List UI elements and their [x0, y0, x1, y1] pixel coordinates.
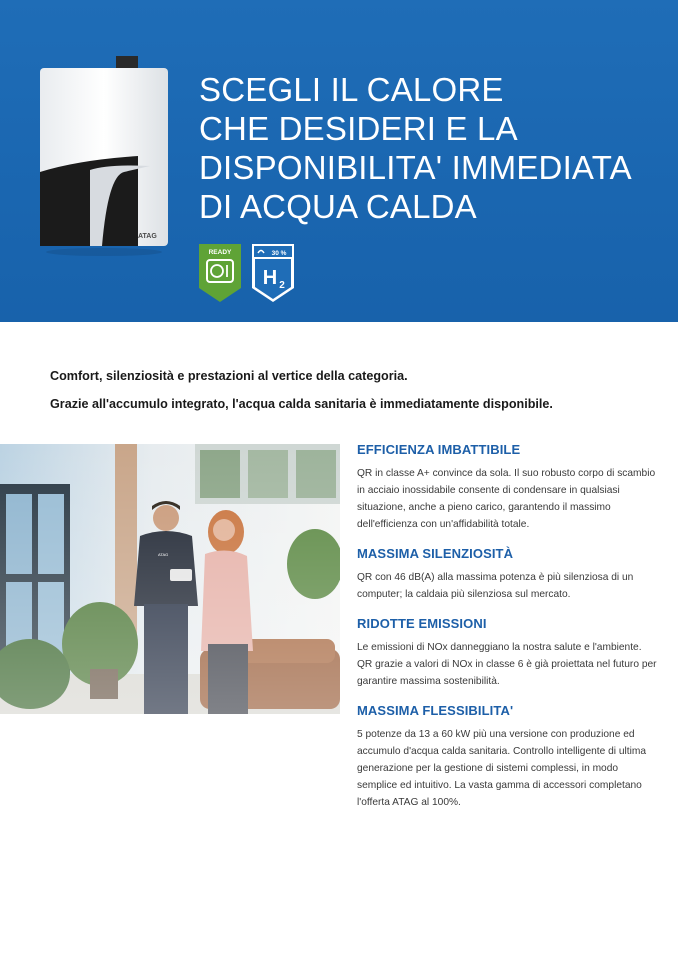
feature-text: 5 potenze da 13 a 60 kW più una versione con produzione ed accumulo d'acqua calda sanitaria. Controllo intelligente di ultima generazione per la gestione di sistemi complessi, in modo semplice ed intuitivo. La vasta gamma di accessori completano l'offerta ATAG al 100%.: [357, 729, 647, 808]
feature-title: RIDOTTE EMISSIONI: [357, 616, 487, 631]
hero-title: [199, 70, 669, 226]
intro-text: [50, 362, 650, 418]
h2-badge-percent: 30 %: [271, 250, 287, 257]
feature-efficiency: [357, 442, 657, 533]
boiler-brand-text: ATAG: [138, 233, 157, 240]
feature-title: MASSIMA FLESSIBILITA': [357, 703, 514, 718]
h2-badge-subscript: 2: [279, 280, 285, 291]
hero-banner: [0, 0, 678, 322]
ready-badge-label: READY: [208, 249, 232, 256]
hero-title-line-3: DISPONIBILITA' IMMEDIATA: [199, 149, 632, 186]
feature-silence: [357, 546, 657, 603]
intro-line-1: Comfort, silenziosità e prestazioni al vertice della categoria.: [50, 369, 408, 383]
feature-text: QR in classe A+ convince da sola. Il suo robusto corpo di scambio in acciaio inossidabile consente di condensare in qualsiasi situazione, anche a pieno carico, garantendo il massimo dell'efficienza con un'affidabilità totale.: [357, 468, 656, 530]
feature-text: Le emissioni di NOx danneggiano la nostra salute e l'ambiente. QR grazie a valori di NOx in classe 6 è già proiettata nel futuro per garantire massima sostenibilità.: [357, 642, 657, 687]
intro-line-2: Grazie all'accumulo integrato, l'acqua calda sanitaria è immediatamente disponibile.: [50, 397, 553, 411]
feature-title: EFFICIENZA IMBATTIBILE: [357, 442, 521, 457]
ready-badge-icon: [199, 244, 241, 302]
h2-badge-icon: [252, 244, 294, 302]
feature-title: MASSIMA SILENZIOSITÀ: [357, 546, 514, 561]
hero-title-line-2: CHE DESIDERI E LA: [199, 110, 518, 147]
hero-title-line-4: DI ACQUA CALDA: [199, 188, 477, 225]
hero-title-line-1: SCEGLI IL CALORE: [199, 71, 504, 108]
technician-customer-photo: [0, 444, 340, 714]
h2-badge-text: H: [262, 267, 278, 289]
boiler-image: [38, 56, 170, 256]
feature-emissions: [357, 616, 657, 690]
features-list: [357, 442, 657, 824]
feature-text: QR con 46 dB(A) alla massima potenza è più silenziosa di un computer; la caldaia più silenziosa sul mercato.: [357, 572, 634, 600]
feature-flexibility: [357, 703, 657, 811]
